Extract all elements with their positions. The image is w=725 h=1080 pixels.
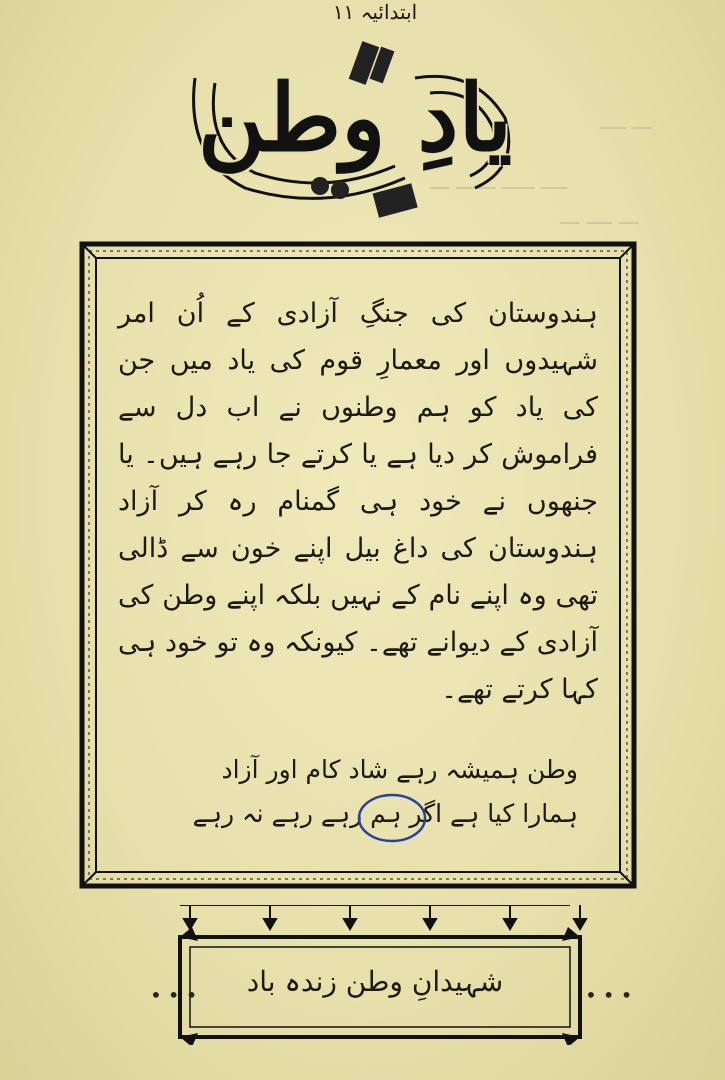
page-heading-label: ابتدائیہ ۱۱ (332, 0, 418, 24)
bleed-through-texture: ـــ ــــ (600, 110, 653, 135)
pen-circle-annotation (355, 790, 430, 846)
bleed-through-texture: ــــ ـــــ ــــــ ـــ (430, 170, 567, 195)
couplet-line-2: ہمارا کیا ہے اگر ہم رہے رہے نہ رہے (192, 799, 578, 828)
page-title: یادِ وطن (197, 64, 513, 172)
bleed-through-texture: ـــ ــــ ـــ (560, 205, 639, 230)
dedication-paragraph: ہندوستان کی جنگِ آزادی کے اُن امر شہیدوں اور معمارِ قوم کی یاد میں جن کی یاد کو ہم وطنوں نے اب دل سے فراموش کر دیا ہے یا کرتے جا رہے ہیں۔ یا جنھوں نے خود ہی گمنام رہ کر آزاد ہندوستان کی داغ بیل اپنے خون سے ڈالی تھی وہ اپنے نام کے نہیں بلکہ اپنے وطن کی آزادی کے دیوانے تھے۔ کیونکہ وہ تو خود ہی کہا کرتے تھے۔ (118, 298, 598, 705)
dedication-text (118, 290, 598, 713)
left-dots-ornament: ••• (150, 983, 204, 1007)
couplet-line-1: وطن ہمیشہ رہے شاد کام اور آزاد (221, 755, 578, 784)
slogan-text: شہیدانِ وطن زندہ باد (246, 965, 504, 998)
right-dots-ornament: ••• (585, 983, 639, 1007)
